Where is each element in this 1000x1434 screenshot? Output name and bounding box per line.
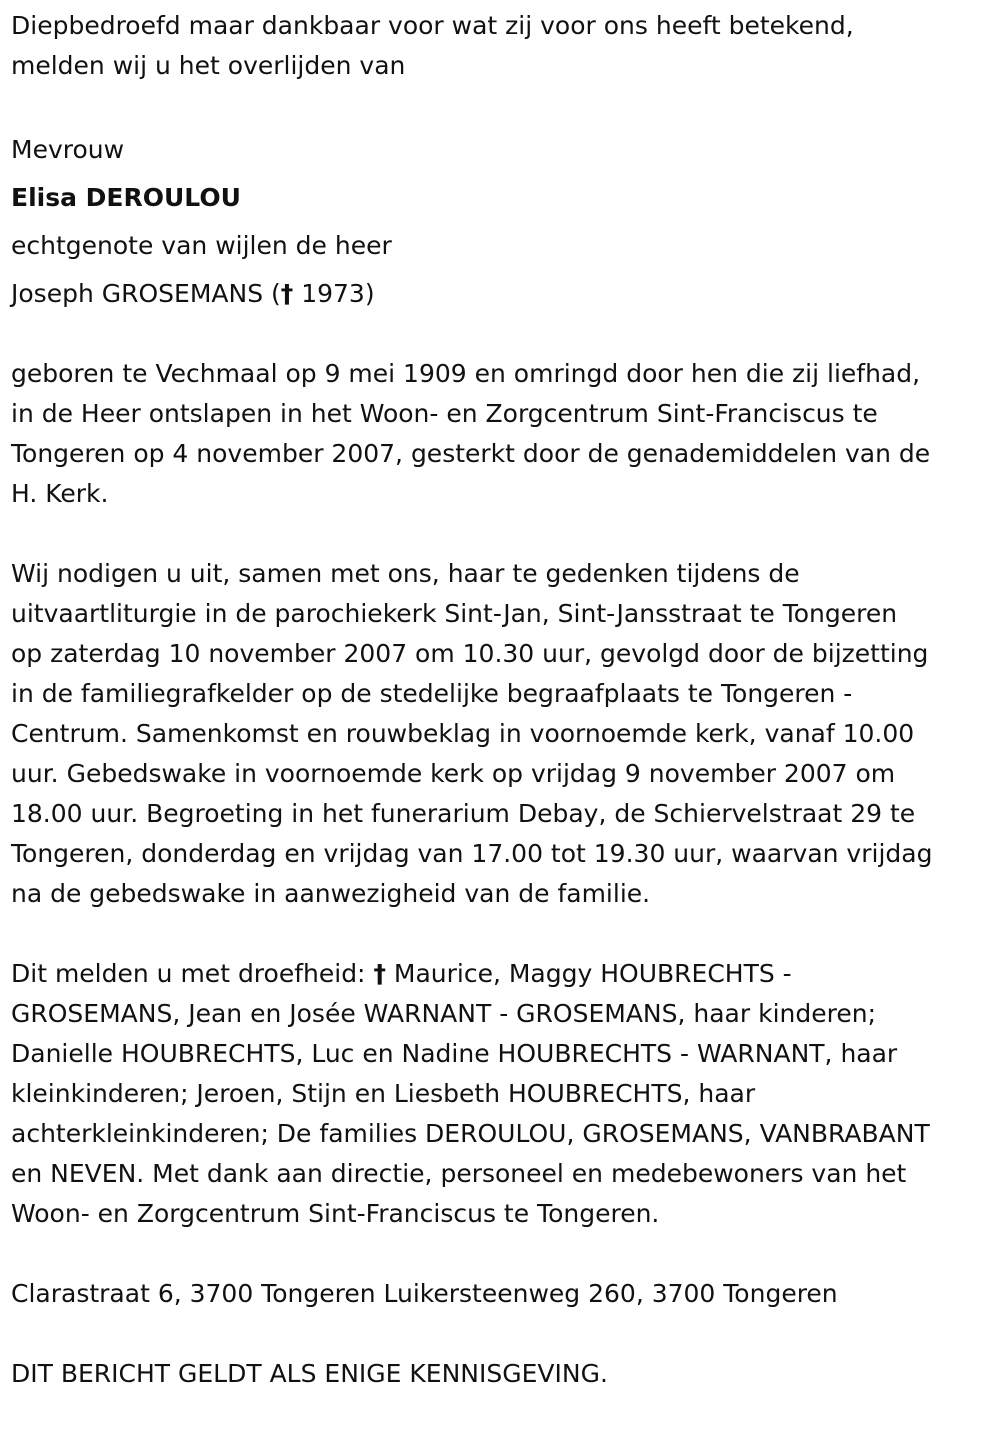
family-paragraph	[11, 954, 996, 1234]
funeral-line: 18.00 uur. Begroeting in het funerarium Debay, de Schiervelstraat 29 te	[11, 799, 916, 828]
birth-line: in de Heer ontslapen in het Woon- en Zorgcentrum Sint-Franciscus te	[11, 399, 878, 428]
family-first-names: Maurice, Maggy HOUBRECHTS -	[385, 959, 792, 988]
spouse-line	[11, 270, 996, 318]
notice-line: DIT BERICHT GELDT ALS ENIGE KENNISGEVING.	[11, 1359, 608, 1388]
notice-paragraph	[11, 1354, 996, 1394]
funeral-line: Centrum. Samenkomst en rouwbeklag in voornoemde kerk, vanaf 10.00	[11, 719, 915, 748]
family-line: Woon- en Zorgcentrum Sint-Franciscus te Tongeren.	[11, 1199, 660, 1228]
intro-paragraph	[11, 6, 996, 86]
spouse-name: Joseph GROSEMANS (	[11, 279, 281, 308]
cross-icon: †	[373, 959, 386, 988]
family-line: Danielle HOUBRECHTS, Luc en Nadine HOUBRECHTS - WARNANT, haar	[11, 1039, 898, 1068]
birth-line: H. Kerk.	[11, 479, 109, 508]
funeral-line: Tongeren, donderdag en vrijdag van 17.00 tot 19.30 uur, waarvan vrijdag	[11, 839, 933, 868]
deceased-block	[11, 126, 996, 318]
family-line: GROSEMANS, Jean en Josée WARNANT - GROSEMANS, haar kinderen;	[11, 999, 877, 1028]
family-line: kleinkinderen; Jeroen, Stijn en Liesbeth HOUBRECHTS, haar	[11, 1079, 756, 1108]
family-line: en NEVEN. Met dank aan directie, personeel en medebewoners van het	[11, 1159, 907, 1188]
funeral-line: in de familiegrafkelder op de stedelijke begraafplaats te Tongeren -	[11, 679, 853, 708]
funeral-paragraph	[11, 554, 996, 914]
family-line	[11, 954, 996, 994]
deceased-name: Elisa DEROULOU	[11, 183, 241, 212]
salutation: Mevrouw	[11, 135, 125, 164]
obituary-document	[11, 6, 996, 1434]
funeral-line: op zaterdag 10 november 2007 om 10.30 uur, gevolgd door de bijzetting	[11, 639, 929, 668]
cross-icon: †	[280, 279, 294, 308]
addresses-line: Clarastraat 6, 3700 Tongeren Luikersteenweg 260, 3700 Tongeren	[11, 1279, 838, 1308]
spouse-death-year: 1973)	[293, 279, 375, 308]
intro-line: Diepbedroefd maar dankbaar voor wat zij voor ons heeft betekend,	[11, 11, 854, 40]
birth-paragraph	[11, 354, 996, 514]
funeral-line: uur. Gebedswake in voornoemde kerk op vrijdag 9 november 2007 om	[11, 759, 896, 788]
relation-text: echtgenote van wijlen de heer	[11, 231, 392, 260]
birth-line: geboren te Vechmaal op 9 mei 1909 en omringd door hen die zij liefhad,	[11, 359, 921, 388]
family-intro: Dit melden u met droefheid:	[11, 959, 374, 988]
birth-line: Tongeren op 4 november 2007, gesterkt door de genademiddelen van de	[11, 439, 931, 468]
intro-line: melden wij u het overlijden van	[11, 51, 406, 80]
family-line: achterkleinkinderen; De families DEROULOU, GROSEMANS, VANBRABANT	[11, 1119, 930, 1148]
funeral-line: uitvaartliturgie in de parochiekerk Sint-Jan, Sint-Jansstraat te Tongeren	[11, 599, 898, 628]
addresses-paragraph	[11, 1274, 996, 1314]
funeral-line: Wij nodigen u uit, samen met ons, haar te gedenken tijdens de	[11, 559, 800, 588]
funeral-line: na de gebedswake in aanwezigheid van de familie.	[11, 879, 651, 908]
